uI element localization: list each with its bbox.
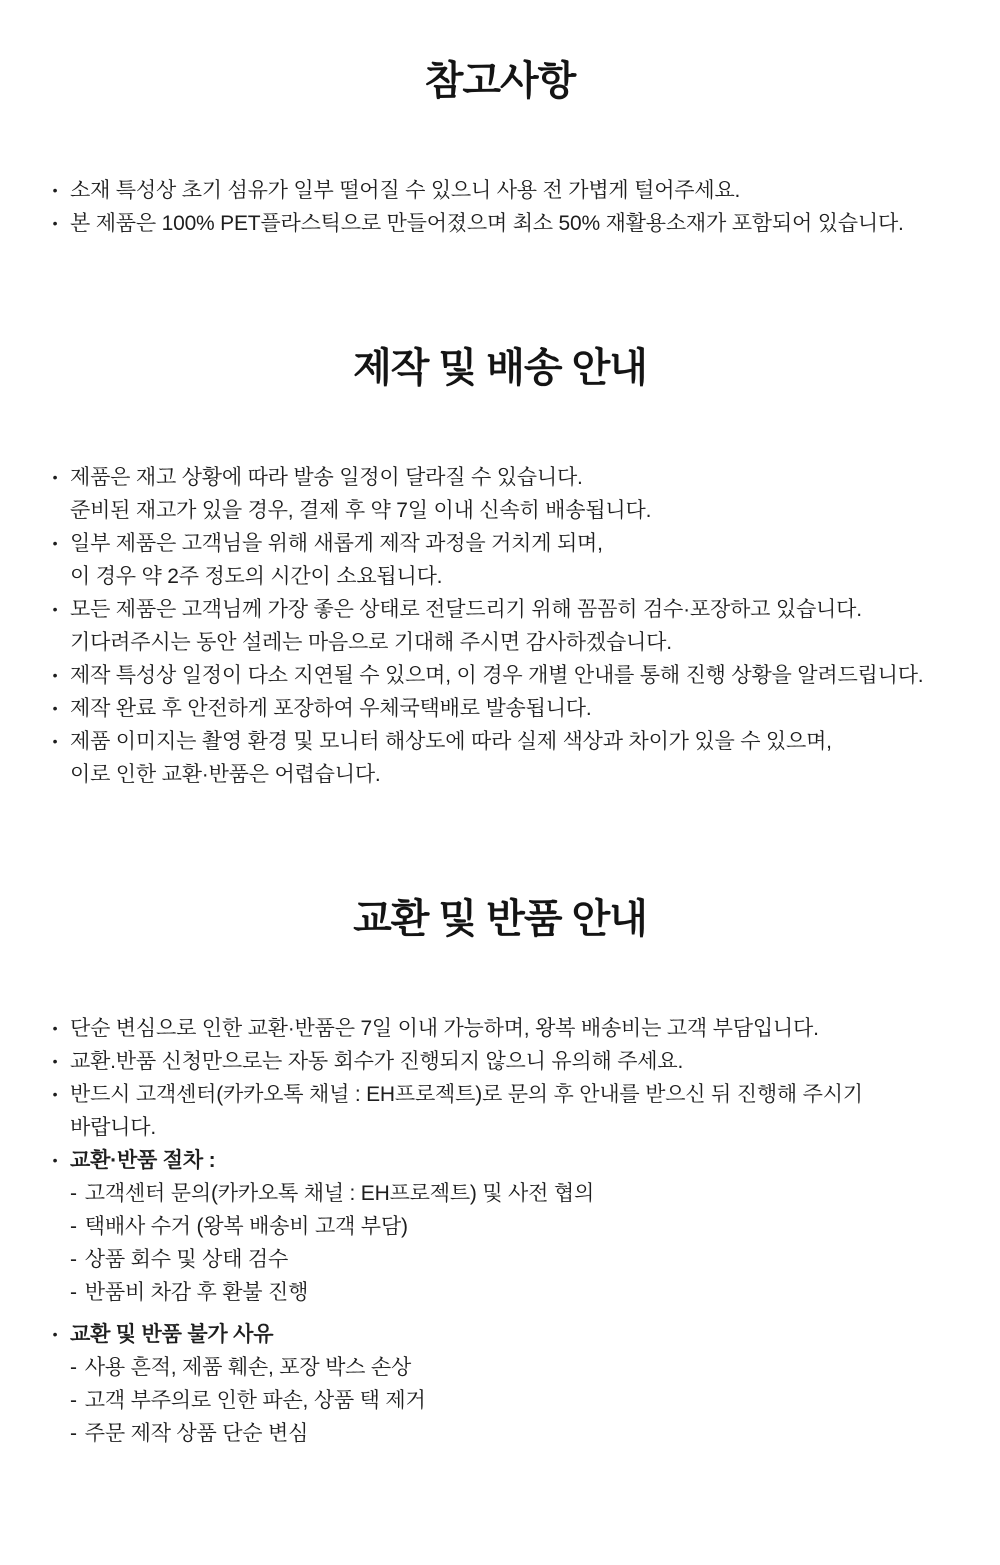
sub-item-text: 고객센터 문의(카카오톡 채널 : EH프로젝트) 및 사전 협의 [84, 1182, 595, 1205]
section-title-production-shipping: 제작 및 배송 안내 [353, 346, 647, 390]
list-item-heading [52, 1144, 982, 1309]
text-line: 이 경우 약 2주 정도의 시간이 소요됩니다. [70, 565, 443, 588]
section-notes [0, 58, 1000, 240]
text-line: 교환 및 반품 불가 사유 [70, 1323, 274, 1346]
list-item [52, 461, 982, 527]
dash-icon: - [70, 1248, 77, 1271]
sub-list-item [70, 1351, 982, 1384]
sub-list-item [70, 1177, 982, 1210]
sub-item-text: 주문 제작 상품 단순 변심 [84, 1422, 309, 1445]
dash-icon: - [70, 1281, 77, 1304]
bullet-icon: • [52, 733, 58, 749]
dash-icon: - [70, 1422, 77, 1445]
text-line: 제작 특성상 일정이 다소 지연될 수 있으며, 이 경우 개별 안내를 통해 진행 상황을 알려드립니다. [70, 664, 924, 687]
notes-item-list [0, 174, 1000, 240]
bullet-icon: • [52, 700, 58, 716]
dash-icon: - [70, 1389, 77, 1412]
text-line: 바랍니다. [70, 1116, 156, 1139]
list-item-text [70, 659, 982, 692]
text-line: 단순 변심으로 인한 교환·반품은 7일 이내 가능하며, 왕복 배송비는 고객 부담입니다. [70, 1017, 819, 1040]
section-production-shipping [0, 345, 1000, 791]
list-item-text [70, 461, 982, 527]
text-line: 교환.반품 신청만으로는 자동 회수가 진행되지 않으니 유의해 주세요. [70, 1050, 684, 1073]
sub-item-text: 반품비 차감 후 환불 진행 [84, 1281, 309, 1304]
section-exchange-return [0, 896, 1000, 1450]
sub-list-item [70, 1243, 982, 1276]
text-line: 제품 이미지는 촬영 환경 및 모니터 해상도에 따라 실제 색상과 차이가 있을 수 있으며, [70, 730, 832, 753]
list-item-text [70, 527, 982, 593]
text-line: 모든 제품은 고객님께 가장 좋은 상태로 전달드리기 위해 꼼꼼히 검수·포장하고 있습니다. [70, 598, 862, 621]
list-item [52, 1012, 982, 1045]
bullet-icon: • [52, 1086, 58, 1102]
bullet-icon: • [52, 215, 58, 231]
dash-icon: - [70, 1182, 77, 1205]
bullet-icon: • [52, 1152, 58, 1168]
sub-list-item [70, 1417, 982, 1450]
text-line: 본 제품은 100% PET플라스틱으로 만들어졌으며 최소 50% 재활용소재가 포함되어 있습니다. [70, 212, 904, 235]
list-item [52, 1078, 982, 1144]
sub-item-text: 택배사 수거 (왕복 배송비 고객 부담) [84, 1215, 408, 1238]
bullet-icon: • [52, 601, 58, 617]
list-item [52, 207, 982, 240]
list-item-text [70, 1045, 982, 1078]
exchange-return-item-list [0, 1012, 1000, 1450]
list-item-text [70, 1012, 982, 1045]
bullet-icon: • [52, 1020, 58, 1036]
bullet-icon: • [52, 535, 58, 551]
list-item [52, 725, 982, 791]
list-item [52, 593, 982, 659]
list-item [52, 659, 982, 692]
production-shipping-item-list [0, 461, 1000, 791]
section-title-notes: 참고사항 [424, 59, 576, 103]
list-item-heading [52, 1318, 982, 1450]
list-item-text [70, 1078, 982, 1144]
bullet-icon: • [52, 469, 58, 485]
sub-item-text: 사용 흔적, 제품 훼손, 포장 박스 손상 [84, 1356, 412, 1379]
dash-icon: - [70, 1215, 77, 1238]
sub-item-list [70, 1351, 982, 1450]
list-item-text [70, 692, 982, 725]
text-line: 일부 제품은 고객님을 위해 새롭게 제작 과정을 거치게 되며, [70, 532, 603, 555]
sub-list-item [70, 1384, 982, 1417]
list-item [52, 692, 982, 725]
sub-item-list [70, 1177, 982, 1309]
bullet-icon: • [52, 182, 58, 198]
text-line: 이로 인한 교환·반품은 어렵습니다. [70, 763, 381, 786]
text-line: 교환·반품 절차 : [70, 1149, 216, 1172]
list-item-text [70, 725, 982, 791]
text-line: 소재 특성상 초기 섬유가 일부 떨어질 수 있으니 사용 전 가볍게 털어주세요. [70, 179, 741, 202]
text-line: 제작 완료 후 안전하게 포장하여 우체국택배로 발송됩니다. [70, 697, 592, 720]
list-item-text [70, 1318, 982, 1351]
list-item-text [70, 593, 982, 659]
list-item [52, 174, 982, 207]
list-item [52, 527, 982, 593]
sub-item-text: 고객 부주의로 인한 파손, 상품 택 제거 [84, 1389, 426, 1412]
list-item [52, 1045, 982, 1078]
section-title-exchange-return: 교환 및 반품 안내 [353, 897, 647, 941]
text-line: 제품은 재고 상황에 따라 발송 일정이 달라질 수 있습니다. [70, 466, 583, 489]
text-line: 반드시 고객센터(카카오톡 채널 : EH프로젝트)로 문의 후 안내를 받으신 뒤 진행해 주시기 [70, 1083, 863, 1106]
list-item-text [70, 1144, 982, 1177]
text-line: 기다려주시는 동안 설레는 마음으로 기대해 주시면 감사하겠습니다. [70, 631, 672, 654]
bullet-icon: • [52, 667, 58, 683]
dash-icon: - [70, 1356, 77, 1379]
list-item-text [70, 207, 982, 240]
bullet-icon: • [52, 1326, 58, 1342]
bullet-icon: • [52, 1053, 58, 1069]
sub-list-item [70, 1276, 982, 1309]
list-item-text [70, 174, 982, 207]
sub-list-item [70, 1210, 982, 1243]
sub-item-text: 상품 회수 및 상태 검수 [84, 1248, 289, 1271]
text-line: 준비된 재고가 있을 경우, 결제 후 약 7일 이내 신속히 배송됩니다. [70, 499, 652, 522]
